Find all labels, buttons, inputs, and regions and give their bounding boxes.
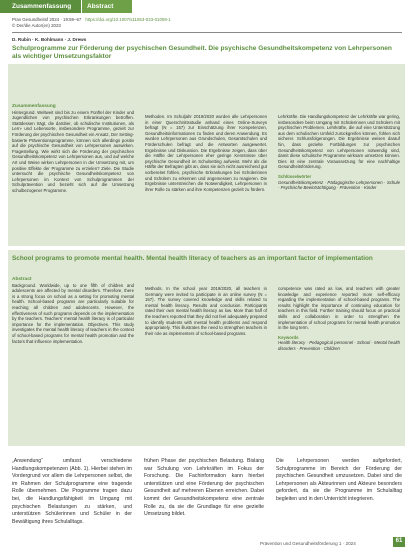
section-tab-bar	[0, 0, 413, 13]
german-abstract-box	[8, 64, 405, 246]
german-abstract-col1	[12, 104, 134, 194]
copyright: © Der/die Autor(en) 2023	[12, 23, 61, 28]
german-abstract-heading: Zusammenfassung	[12, 104, 56, 109]
english-title: School programs to promote mental health. Mental health literacy of teachers as an important factor of implementation	[12, 255, 373, 262]
english-abstract-text-3: competence was rated as low, and teachers with greater knowledge and experience reported more self-efficacy regarding the implementation of school-based programs. The results highlight the importance of continuing education for teachers in this field. Further training should focus on practical skills and collaboration in order to strengthen the implementation of school programs for mental health promotion in the long term.	[278, 286, 400, 331]
journal-citation: Prav Gesundheitsf 2024 · 19:59–67	[12, 17, 82, 22]
english-abstract-box	[8, 250, 405, 446]
german-abstract-text-3: Lehrkräfte. Die Handlungskompetenz der Lehrkräfte war gering, insbesondere beim Umgang mit Schülerinnen und Schülern mit psychischen Problemen. Lehrkräfte, die auf eine Unterstützung aus dem schulischen Umfeld zurückgreifen können, fühlen sich sicherer. Schlussfolgerungen. Die Ergebnisse weisen darauf hin, dass gezielte Fortbildungen zur psychischen Gesundheitskompetenz von Lehrpersonen notwendig sind, damit diese schulische Programme wirksam umsetzen können. Dies ist eine zentrale Voraussetzung für eine nachhaltige Gesundheitsförderung.	[278, 114, 400, 170]
footer-journal: Prävention und Gesundheitsförderung 1 · 2024	[260, 541, 356, 546]
tab-abstract[interactable]: Abstract	[81, 0, 132, 13]
german-keywords: Gesundheitskompetenz · Pädagogische Lehrpersonen · Schule · Psychische Beeinträchtigung · Prävention · Kinder	[278, 179, 400, 191]
german-abstract-text-2: Methoden. Im Schuljahr 2019/2020 wurden alle Lehrpersonen in einer Querschnittsstudie anhand eines Online-Surveys befragt (N = 157) zur Einschätzung ihrer Kompetenzen, Gesundheitsinformationen zu finden und deren Anwendung. Es wurden Lehrpersonen aus Grundschulen, Gesamtschulen und Förderschulen befragt und die Antworten ausgewertet. Ergebnisse und Diskussion. Die Ergebnisse zeigen, dass über die Hälfte der Lehrpersonen eher geringe Kenntnisse über psychische Gesundheit im Schulsetting aufweist. Mehr als die Hälfte der Befragten gibt an, dass sie sich nicht ausreichend gut vorbereitet fühlen, psychische Erkrankungen bei Schülerinnen und Schülern zu erkennen und angemessen zu reagieren. Die Ergebnisse unterstreichen die Notwendigkeit, Lehrpersonen in ihrer Rolle zu stärken und ihre Kompetenzen gezielt zu fördern.	[145, 114, 267, 192]
english-abstract-col3	[278, 286, 400, 352]
german-abstract-text-1: Hintergrund. Weltweit sind bis zu einem Fünftel der Kinder und Jugendlichen von psychischen Erkrankungen betroffen. Stattdessen trägt, die darüber, ob schulische Institutionen, als Lern- und Lebensorte, insbesondere Programme, gezielt zur Förderung der psychischen Gesundheit ein Ansatz, Der Setting-basierte Präventionsprogramme, können sich allerdings positiv auf die psychische Gesundheit von Lehrpersonen auswirken. Fragestellung. Wie wirkt sich die Förderung der psychischen Gesundheitskompetenz von Lehrpersonen aus, und auf welche Art und Weise wirken Lehrpersonen in der Umsetzung mit, um positive Effekte der Programme zu erzielen? Ziele. Die Studie untersucht die psychische Gesundheitskompetenz von Lehrpersonen im Kontext von Schulprogrammen der Schulprävention und bezieht sich auf die Umsetzung schulbezogener Programme.	[12, 109, 134, 193]
english-keywords-heading: Keywords	[278, 334, 299, 340]
page-number: 61	[395, 538, 403, 544]
author-list: D. Rubin · K. Bohlmann · J. Drews	[12, 37, 87, 42]
body-column-2: frühen Phase der psychischen Belastung. Bislang war Schulung von Lehrkräften im Fokus der Forschung. Die Fachinformation kann hierbei unterstützen und eine Förderung der psychischen Gesundheit auf mehreren Ebenen erreichen. Dabei kommt der Gesundheitskompetenz eine zentrale Rolle zu, da sie die Grundlage für eine gezielte Umsetzung bildet.	[144, 458, 264, 518]
english-abstract-text-1: Background. Worldwide, up to one fifth of children and adolescents are affected by mental disorders. Therefore, there is a strong focus on school as a setting for promoting mental health. School-based programs are particularly suitable for reaching all children and adolescents. However, the effectiveness of such programs depends on the implementation by the teachers. Teachers' mental health literacy is of particular importance for the implementation. Objectives. This study investigates the mental health literacy of teachers in the context of school-based programs for mental health promotion and the factors that influence implementation.	[12, 282, 134, 344]
german-keywords-heading: Schlüsselwörter	[278, 173, 312, 179]
body-column-1: „Anwendung“ umfasst verschiedene Handlungskompetenzen (Abb. 1). Hierbei stehen im Vordergrund vor allem die Lehrpersonen selbst, die im Rahmen der Schulprogramme eine tragende Rolle übernehmen. Die Programme tragen dazu bei, die Handlungsfähigkeit im Umgang mit psychischen Belastungen zu stärken, und unterstützen Schülerinnen und Schüler in der Bewältigung ihres Schulalltags.	[12, 458, 132, 525]
body-column-3: Die Lehrpersonen werden aufgefordert, Schulprogramme im Bereich der Förderung der psychischen Gesundheit umzusetzen. Dabei sind die Lehrpersonen als Akteurinnen und Akteure besonders gefordert, da sie die Programme im Schulalltag begleiten und in den Unterricht integrieren.	[276, 458, 402, 502]
header-divider	[12, 32, 402, 33]
german-abstract-col3	[278, 114, 400, 191]
english-abstract-text-2: Methods. In the school year 2019/2020, all teachers in Germany were invited to participate in an online survey (N = 157). The survey covered knowledge and skills related to mental health literacy. Results and conclusion. Participants rated their own mental health literacy as low. More than half of the teachers reported that they did not feel adequately prepared to identify students with mental health problems and respond appropriately. This illustrates the need to strengthen teachers in their role as implementers of school-based programs.	[145, 286, 267, 336]
english-abstract-heading: Abstract	[12, 277, 32, 282]
english-keywords: Health literacy · Pedagogical personnel · School · Mental health disorders · Prevention · Children	[278, 340, 400, 351]
tab-bar-fill	[132, 0, 413, 13]
page-footer	[260, 541, 356, 546]
german-title: Schulprogramme zur Förderung der psychischen Gesundheit. Die psychische Gesundheitskompetenz von Lehrpersonen als wichtiger Umsetzungsfaktor	[12, 45, 392, 60]
tab-zusammenfassung[interactable]: Zusammenfassung	[0, 0, 81, 13]
english-abstract-col1	[12, 277, 134, 344]
article-meta	[12, 17, 171, 29]
doi-link[interactable]: https://doi.org/10.1007/s11553-023-01008-1	[85, 17, 171, 22]
